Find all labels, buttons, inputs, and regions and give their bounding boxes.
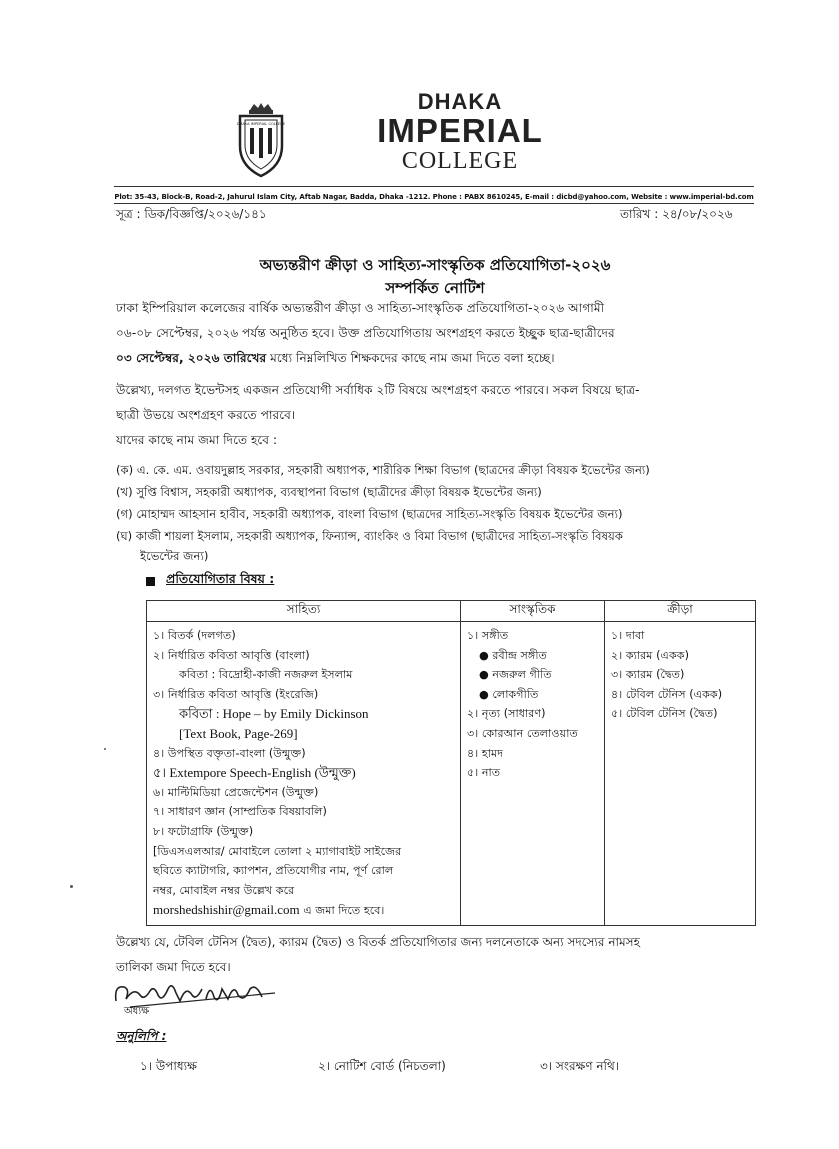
teacher-item: (গ) মোহাম্মদ আহসান হাবীব, সহকারী অধ্যাপক, বাংলা বিভাগ (ছাত্রদের সাহিত্য-সংস্কৃতি বিষয়ক ইভেন্টের জন্য) xyxy=(116,507,623,521)
list-item: ২। নৃত্য (সাধারণ) xyxy=(467,707,546,721)
team-note-line1: উল্লেখ্য যে, টেবিল টেনিস (দ্বৈত), ক্যারম (দ্বৈত) ও বিতর্ক প্রতিযোগিতার জন্য দলনেতাকে অন্য সদস্যের নামসহ xyxy=(116,935,640,949)
copy-recipient: ৩। সংরক্ষণ নথি। xyxy=(540,1059,620,1073)
rule-line1: উল্লেখ্য, দলগত ইভেন্টসহ একজন প্রতিযোগী সর্বাধিক ২টি বিষয়ে অংশগ্রহণ করতে পারবে। সকল বিষয়ে ছাত্র- xyxy=(116,383,640,397)
table-header-sports: ক্রীড়া xyxy=(605,601,756,622)
copy-recipient: ২। নোটিশ বোর্ড (নিচতলা) xyxy=(318,1059,446,1073)
teacher-item-continued: ইভেন্টের জন্য) xyxy=(140,549,209,563)
notice-date: তারিখ : ২৪/০৮/২০২৬ xyxy=(620,207,733,221)
team-note-line2: তালিকা জমা দিতে হবে। xyxy=(116,960,231,974)
list-item: ৩। কোরআন তেলাওয়াত xyxy=(467,726,578,740)
intro-line1: ঢাকা ইম্পিরিয়াল কলেজের বার্ষিক অভ্যন্তরীণ ক্রীড়া ও সাহিত্য-সাংস্কৃতিক প্রতিযোগিতা-২০২৬ আগামী xyxy=(116,301,605,315)
college-name-line3: COLLEGE xyxy=(401,148,519,174)
list-item: ২। নির্ধারিত কবিতা আবৃত্তি (বাংলা) xyxy=(153,648,310,662)
list-item: ১। দাবা xyxy=(611,629,645,642)
submit-to-label: যাদের কাছে নাম জমা দিতে হবে : xyxy=(116,433,278,447)
copy-recipient: ১। উপাধ্যক্ষ xyxy=(140,1059,197,1073)
literature-column xyxy=(147,622,461,926)
college-logo xyxy=(236,102,286,178)
list-item: [ডিএসএলআর/ মোবাইলে তোলা ২ ম্যাগাবাইট সাইজের xyxy=(153,844,402,858)
list-item: ৩। ক্যারম (দ্বৈত) xyxy=(611,668,685,682)
deadline-text: ০৩ সেপ্টেম্বর, ২০২৬ তারিখের xyxy=(116,351,267,365)
header-rule-bottom xyxy=(114,203,754,204)
notice-title: অভ্যন্তরীণ ক্রীড়া ও সাহিত্য-সাংস্কৃতিক প্রতিযোগিতা-২০২৬ xyxy=(259,256,611,274)
subjects-heading: প্রতিযোগিতার বিষয় : xyxy=(166,571,275,586)
intro-line3 xyxy=(116,346,752,371)
college-name-line1: DHAKA xyxy=(417,89,503,114)
teacher-item: (ঘ) কাজী শায়লা ইসলাম, সহকারী অধ্যাপক, ফিন্যান্স, ব্যাংকিং ও বিমা বিভাগ (ছাত্রীদের সাহিত্য-সংস্কৃতি বিষয়ক xyxy=(116,529,623,543)
scan-speck xyxy=(104,748,106,750)
intro-line3-rest: মধ্যে নিম্নলিখিত শিক্ষকদের কাছে নাম জমা দিতে বলা হচ্ছে। xyxy=(266,351,555,365)
list-item: ৪। উপস্থিত বক্তৃতা-বাংলা (উন্মুক্ত) xyxy=(153,746,306,760)
list-item: ৭। সাধারণ জ্ঞান (সাম্প্রতিক বিষয়াবলি) xyxy=(153,805,327,819)
email-instruction: এ জমা দিতে হবে। xyxy=(299,904,385,918)
college-address: Plot: 35-43, Block-B, Road-2, Jahurul Islam City, Aftab Nagar, Badda, Dhaka -1212. Phone : PABX 8610245, E-mail : dicbd@yahoo.com, Website : www.imperial-bd.com xyxy=(114,193,754,201)
square-bullet-icon xyxy=(146,577,155,586)
competition-table xyxy=(146,600,756,926)
signatory-title: অধ্যক্ষ xyxy=(124,1006,150,1017)
list-item: ৫। টেবিল টেনিস (দ্বৈত) xyxy=(611,707,718,721)
college-name xyxy=(370,90,550,174)
table-header-cultural: সাংস্কৃতিক xyxy=(461,601,605,622)
reference-number: সূত্র : ডিক/বিজ্ঞপ্তি/২০২৬/১৪১ xyxy=(116,207,267,221)
rule-line2: ছাত্রী উভয়ে অংশগ্রহণ করতে পারবে। xyxy=(116,408,296,422)
list-item: ৬। মাল্টিমিডিয়া প্রেজেন্টেশন (উন্মুক্ত) xyxy=(153,785,319,799)
list-item xyxy=(153,900,460,921)
teacher-item: (খ) সুপ্তি বিশ্বাস, সহকারী অধ্যাপক, ব্যবস্থাপনা বিভাগ (ছাত্রীদের ক্রীড়া বিষয়ক ইভেন্টের জন্য) xyxy=(116,485,542,499)
list-item: ● নজরুল গীতি xyxy=(479,668,552,682)
svg-text:DHAKA IMPERIAL COLLEGE: DHAKA IMPERIAL COLLEGE xyxy=(236,122,286,126)
email-address[interactable]: morshedshishir@gmail.com xyxy=(153,902,300,918)
list-item: ● রবীন্দ্র সঙ্গীত xyxy=(479,648,547,662)
list-item: কবিতা : বিদ্রোহী-কাজী নজরুল ইসলাম xyxy=(179,668,353,682)
list-item: ৩। নির্ধারিত কবিতা আবৃত্তি (ইংরেজি) xyxy=(153,687,319,701)
list-item: ১। সঙ্গীত xyxy=(467,629,509,642)
college-name-line2: IMPERIAL xyxy=(377,112,543,149)
notice-subtitle: সম্পর্কিত নোটিশ xyxy=(385,279,485,297)
copy-to-heading: অনুলিপি : xyxy=(116,1029,167,1043)
intro-line2: ০৬-০৮ সেপ্টেম্বর, ২০২৬ পর্যন্ত অনুষ্ঠিত হবে। উক্ত প্রতিযোগিতায় অংশগ্রহণ করতে ইচ্ছুক ছাত্র-ছাত্রীদের xyxy=(116,326,615,340)
list-item: ছবিতে ক্যাটাগরি, ক্যাপশন, প্রতিযোগীর নাম, পূর্ণ রোল xyxy=(153,864,394,878)
list-item: ৫। নাত xyxy=(467,766,501,780)
list-item: ৮। ফটোগ্রাফি (উন্মুক্ত) xyxy=(153,824,254,838)
cultural-column xyxy=(461,622,605,926)
scan-speck xyxy=(70,885,73,888)
list-item: [Text Book, Page-269] xyxy=(179,725,298,741)
sports-column xyxy=(605,622,756,926)
teacher-item: (ক) এ. কে. এম. ওবায়দুল্লাহ সরকার, সহকারী অধ্যাপক, শারীরিক শিক্ষা বিভাগ (ছাত্রদের ক্রীড়া বিষয়ক ইভেন্টের জন্য) xyxy=(116,463,650,477)
list-item: কবিতা : Hope – by Emily Dickinson xyxy=(179,706,369,722)
list-item: ১। বিতর্ক (দলগত) xyxy=(153,629,236,642)
list-item: ২। ক্যারম (একক) xyxy=(611,648,689,662)
rule-paragraph xyxy=(116,378,752,428)
team-note xyxy=(116,930,752,980)
table-header-literature: সাহিত্য xyxy=(147,601,461,622)
list-item: ৪। হামদ xyxy=(467,746,504,760)
header-rule-top xyxy=(114,186,754,187)
intro-paragraph xyxy=(116,296,752,371)
list-item: ৫। Extempore Speech-English (উন্মুক্ত) xyxy=(153,765,356,781)
list-item: নম্বর, মোবাইল নম্বর উল্লেখ করে xyxy=(153,883,295,897)
list-item: ৪। টেবিল টেনিস (একক) xyxy=(611,687,723,701)
list-item: ● লোকগীতি xyxy=(479,687,539,701)
